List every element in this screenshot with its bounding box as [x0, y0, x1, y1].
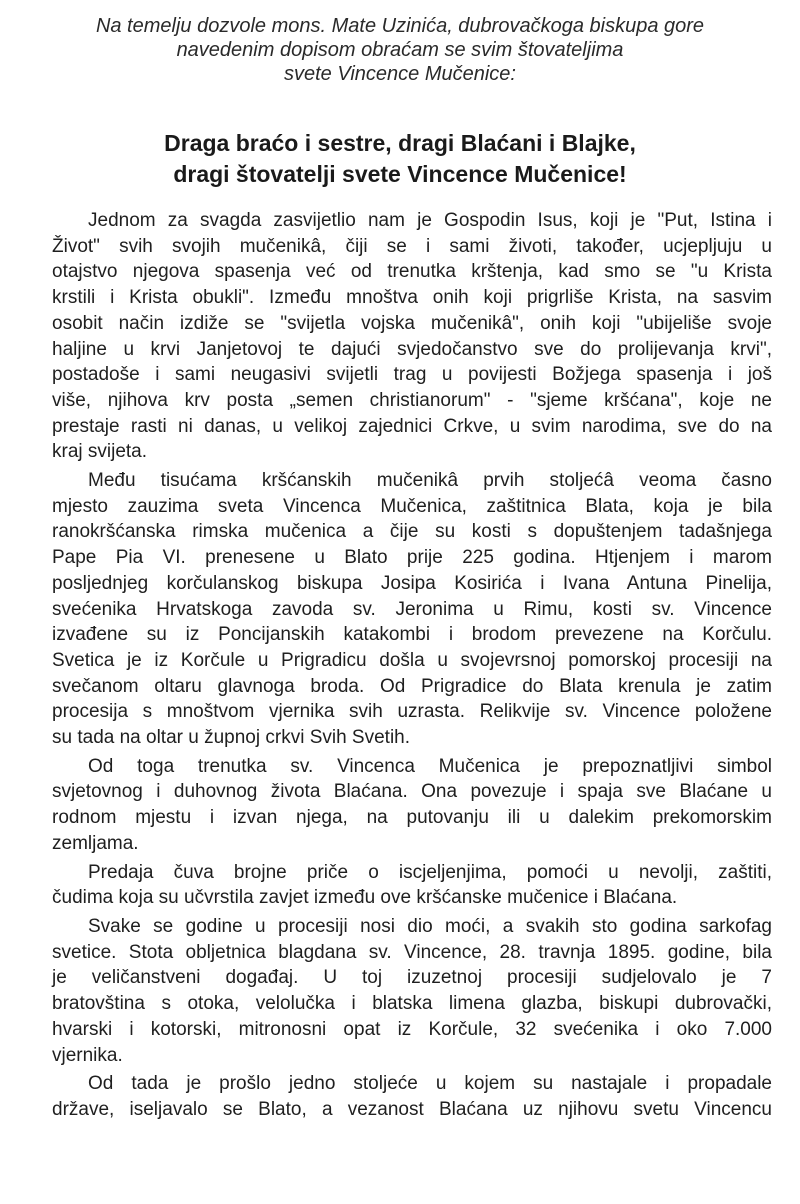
text-line: države, iseljavalo se Blato, a vezanost Blaćana uz njihovu svetu Vincencu [52, 1098, 772, 1120]
text-line: Svake se godine u procesiji nosi dio moći, a svakih sto godina sarkofag [88, 915, 772, 937]
text-line: Od toga trenutka sv. Vincenca Mučenica je prepoznatljivi simbol [88, 755, 772, 777]
text-line: otajstvo njegova spasenja već od trenutka krštenja, kad smo se "u Krista [52, 261, 772, 283]
intro-line: svete Vincence Mučenice: [284, 63, 516, 85]
text-line: više, njihova krv posta „semen christianorum" - "sjeme kršćana", koje ne [52, 389, 772, 411]
text-line: osobit način izdiže se "svijetla vojska mučenikâ", onih koji "ubijeliše svoje [52, 312, 772, 334]
text-line: zemljama. [52, 832, 139, 854]
text-line: ranokršćanska rimska mučenica a čije su kosti s dopuštenjem tadašnjega [52, 521, 772, 543]
intro-line: Na temelju dozvole mons. Mate Uzinića, dubrovačkoga biskupa gore [95, 15, 705, 37]
intro-line: navedenim dopisom obraćam se svim štovateljima [176, 39, 624, 61]
text-line: rodnom mjestu i izvan njega, na putovanju ili u dalekim prekomorskim [52, 807, 772, 829]
text-line: bratovština s otoka, velolučka i blatska limena glazba, biskupi dubrovački, [52, 993, 772, 1015]
text-line: prestaje rasti ni danas, u velikoj zajednici Crkve, u svim narodima, sve do na [52, 415, 772, 437]
text-line: posljednjeg korčulanskog biskupa Josipa Kosirića i Ivana Antuna Pinelija, [52, 572, 772, 594]
intro-note [40, 14, 760, 86]
paragraph [52, 860, 772, 911]
text-line: su tada na oltar u župnoj crkvi Svih Svetih. [52, 727, 411, 749]
text-line: izvađene su iz Poncijanskih katakombi i brodom prevezene na Korčulu. [52, 624, 772, 646]
text-line: Predaja čuva brojne priče o iscjeljenjima, pomoći u nevolji, zaštiti, [88, 861, 772, 883]
text-line: hvarski i kotorski, mitronosni opat iz Korčule, 32 svećenika i oko 7.000 [52, 1018, 772, 1040]
text-line: svečanom oltaru glavnoga broda. Od Prigradice do Blata krenula je zatim [52, 675, 772, 697]
heading-line: dragi štovatelji svete Vincence Mučenice! [173, 161, 627, 187]
text-line: svetice. Stota obljetnica blagdana sv. Vincence, 28. travnja 1895. godine, bila [52, 941, 772, 963]
heading-line: Draga braćo i sestre, dragi Blaćani i Blajke, [164, 130, 636, 156]
paragraph [52, 208, 772, 465]
text-line: Pape Pia VI. prenesene u Blato prije 225 godina. Htjenjem i marom [52, 547, 772, 569]
text-line: haljine u krvi Janjetovoj te dajući svjedočanstvo sve do prolijevanja krvi", [52, 338, 772, 360]
text-line: svjetovnog i duhovnog života Blaćana. Ona povezuje i spaja sve Blaćane u [52, 781, 772, 803]
paragraph [52, 1071, 772, 1122]
text-line: Jednom za svagda zasvijetlio nam je Gospodin Isus, koji je "Put, Istina i [88, 210, 772, 231]
paragraph [52, 754, 772, 857]
text-line: Svetica je iz Korčule u Prigradicu došla u svojevrsnoj pomorskoj procesiji na [52, 649, 772, 671]
paragraph [52, 914, 772, 1068]
letter-body [52, 208, 772, 1123]
paragraph [52, 468, 772, 751]
salutation-heading [40, 128, 760, 190]
text-line: mjesto zauzima sveta Vincenca Mučenica, zaštitnica Blata, koja je bila [52, 495, 772, 517]
text-line: Među tisućama kršćanskih mučenikâ prvih stoljećâ veoma časno [88, 470, 772, 492]
text-line: čudima koja su učvrstila zavjet između ove kršćanske mučenice i Blaćana. [52, 887, 678, 909]
text-line: procesija s mnoštvom vjernika svih uzrasta. Relikvije sv. Vincence položene [52, 701, 772, 723]
text-line: svećenika Hrvatskoga zavoda sv. Jeronima u Rimu, kosti sv. Vincence [52, 598, 772, 620]
text-line: Od tada je prošlo jedno stoljeće u kojem su nastajale i propadale [88, 1073, 772, 1095]
text-line: je veličanstveni događaj. U toj izuzetnoj procesiji sudjelovalo je 7 [52, 967, 772, 989]
text-line: vjernika. [52, 1044, 123, 1066]
text-line: postadoše i sami neugasivi svijetli trag u povijesti Božjega spasenja i još [52, 364, 772, 386]
text-line: krstili i Krista obukli". Između mnoštva onih koji prigrliše Krista, na sasvim [52, 287, 772, 309]
text-line: Život" svih svojih mučenikâ, čiji se i sami životi, također, ucjepljuju u [52, 235, 772, 257]
text-line: kraj svijeta. [52, 441, 148, 463]
